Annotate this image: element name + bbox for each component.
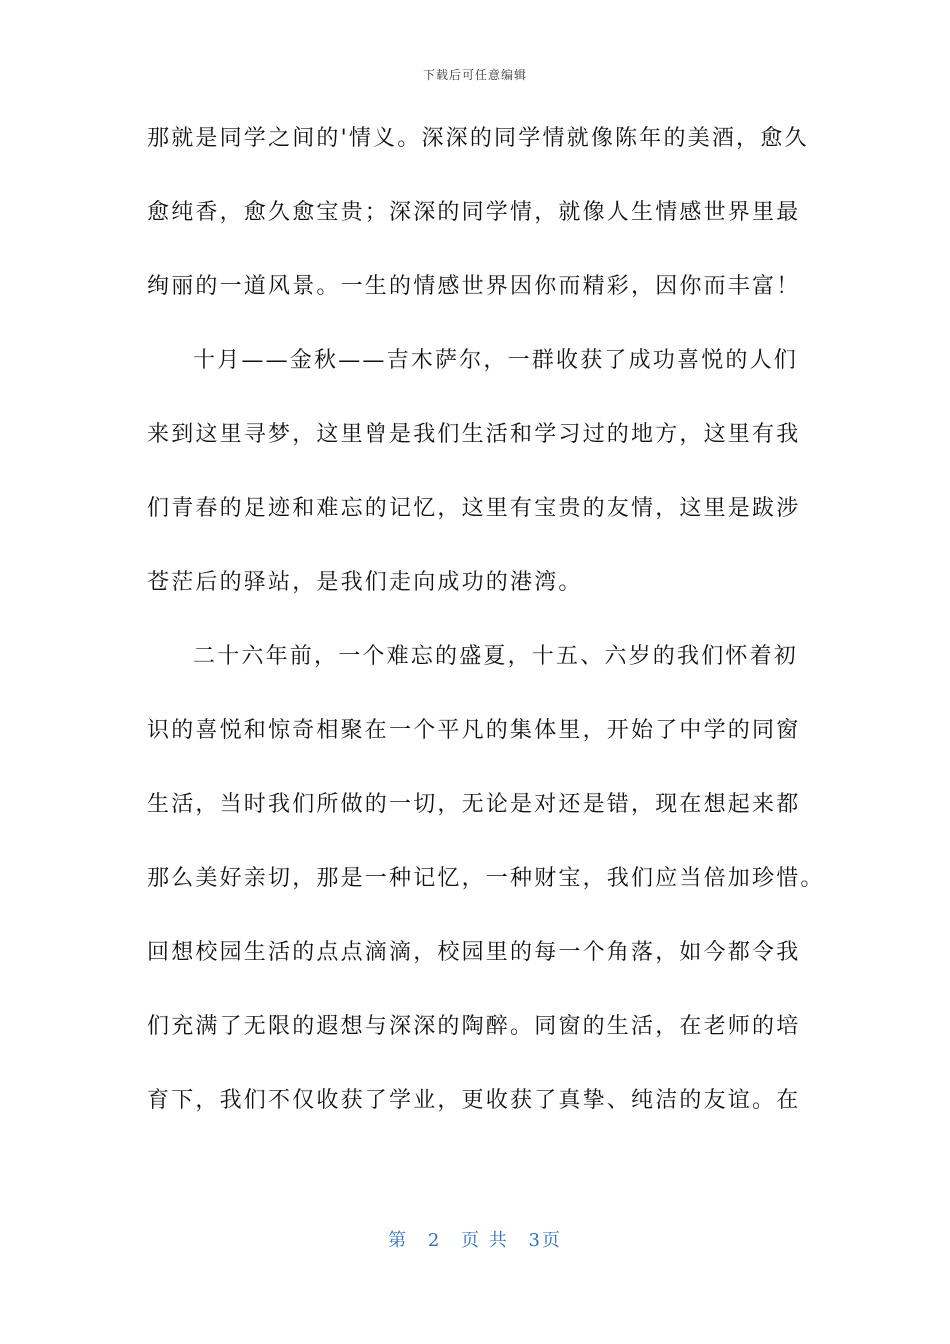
- paragraph-first-line: 二十六年前，一个难忘的盛夏，十五、六岁的我们怀着初: [193, 644, 799, 669]
- footer-total-pages: 3页: [528, 1230, 562, 1251]
- page-header: 下载后可任意编辑: [422, 68, 527, 82]
- text-line: 育下，我们不仅收获了学业，更收获了真挚、纯洁的友谊。在: [147, 1088, 801, 1113]
- text-line: 们充满了无限的遐想与深深的陶醉。同窗的生活，在老师的培: [147, 1014, 801, 1039]
- text-line: 生活，当时我们所做的一切，无论是对还是错，现在想起来都: [147, 792, 801, 817]
- paragraph-first-line: 十月——金秋——吉木萨尔，一群收获了成功喜悦的人们: [193, 348, 799, 373]
- text-line: 那就是同学之间的'情义。深深的同学情就像陈年的美酒，愈久: [147, 126, 809, 151]
- page-number-footer: [0, 1226, 950, 1252]
- document-body: [147, 120, 825, 1156]
- text-line: 回想校园生活的点点滴滴，校园里的每一个角落，如今都令我: [147, 940, 801, 965]
- text-line: 愈纯香，愈久愈宝贵；深深的同学情，就像人生情感世界里最: [147, 200, 801, 225]
- footer-page-label: 第: [388, 1230, 409, 1251]
- text-line: 们青春的足迹和难忘的记忆，这里有宝贵的友情，这里是跋涉: [147, 496, 801, 521]
- footer-of-label: 页 共: [461, 1230, 509, 1251]
- text-line: 识的喜悦和惊奇相聚在一个平凡的集体里，开始了中学的同窗: [147, 718, 801, 743]
- footer-current-page: 2: [427, 1230, 442, 1251]
- text-line: 那么美好亲切，那是一种记忆，一种财宝，我们应当倍加珍惜。: [147, 866, 825, 891]
- text-line: 绚丽的一道风景。一生的情感世界因你而精彩，因你而丰富！: [147, 274, 801, 299]
- text-line: 来到这里寻梦，这里曾是我们生活和学习过的地方，这里有我: [147, 422, 801, 447]
- text-line: 苍茫后的驿站，是我们走向成功的港湾。: [147, 570, 583, 595]
